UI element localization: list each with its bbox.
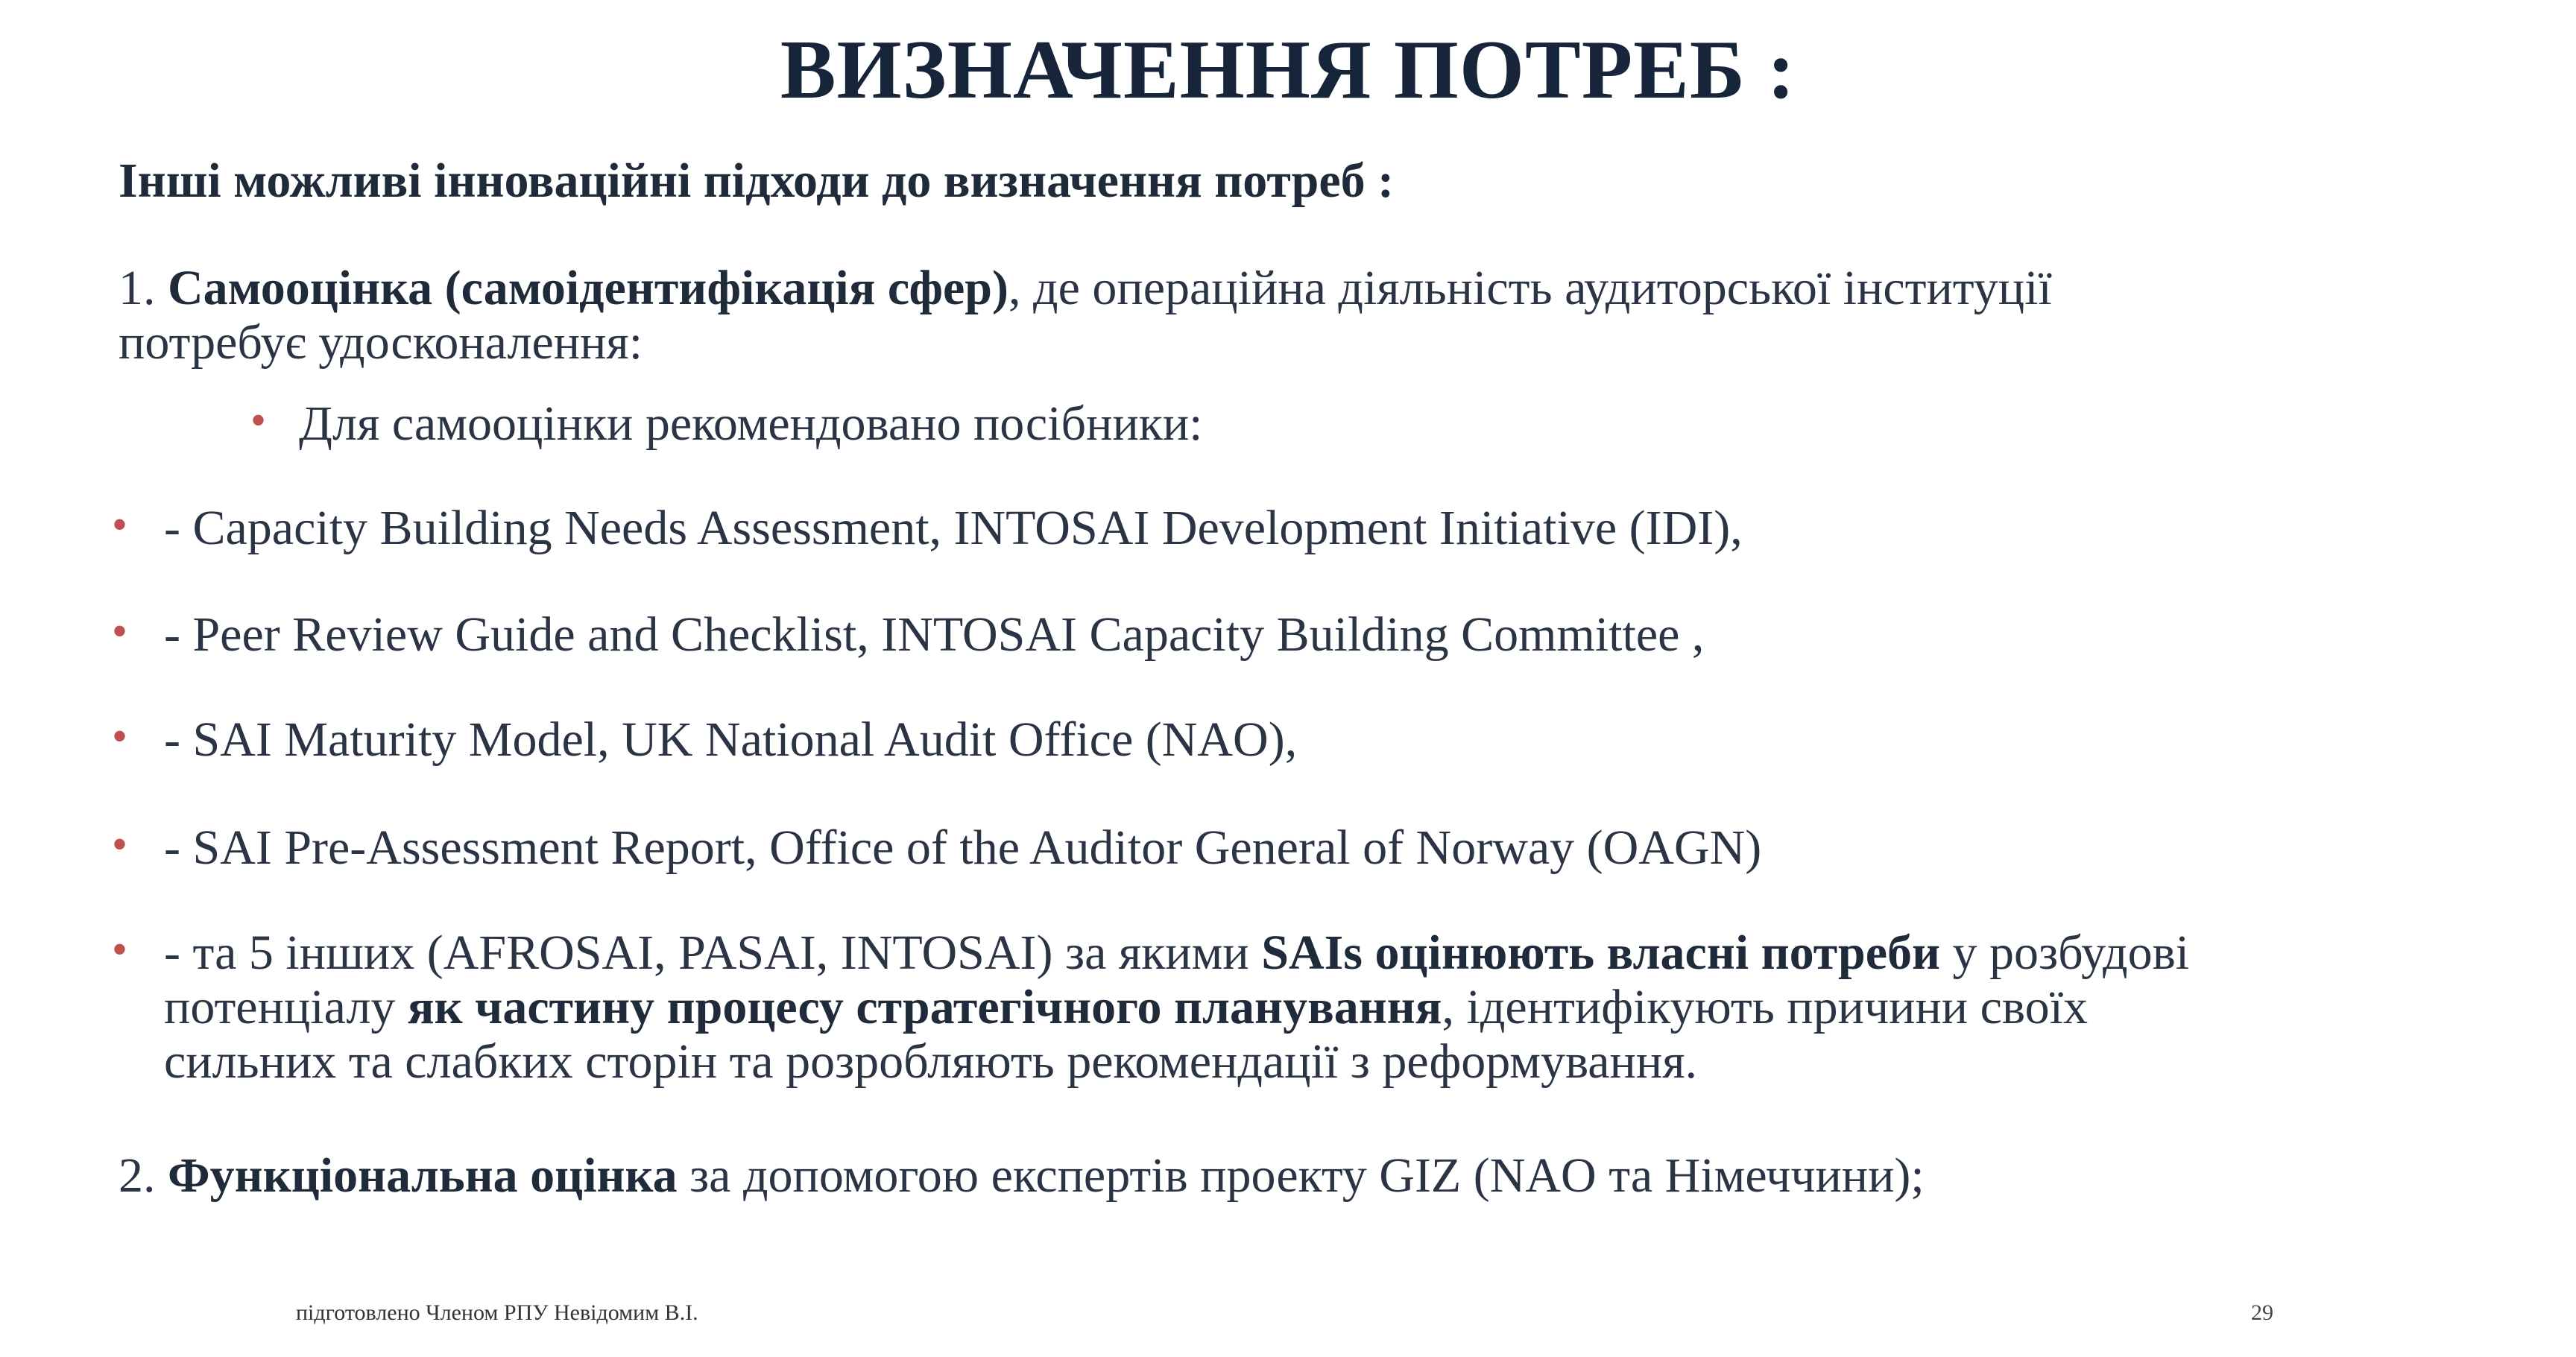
item-2-rest: за допомогою експертів проекту GIZ (NAO та Німеччини); [677,1148,1925,1203]
page-number: 29 [2251,1300,2273,1325]
bullet-icon: • [112,500,128,549]
others-text: , ідентифікують причини своїх [1442,980,2088,1034]
item-1-rest: , де операційна діяльність аудиторської інституції [1008,261,2052,315]
footer-author: підготовлено Членом РПУ Невідомим В.І. [296,1300,698,1325]
others-bold: SAIs оцінюють власні потреби [1261,926,1941,980]
guide-item: - Peer Review Guide and Checklist, INTOSAI Capacity Building Committee , [164,607,1705,662]
others-text: потенціалу [164,980,408,1034]
bullet-icon: • [250,396,267,445]
bullet-icon: • [112,607,128,656]
item-1 [119,261,2052,370]
others-item [164,926,2189,1089]
item-2-number: 2. [119,1148,168,1203]
others-text: сильних та слабких сторін та розробляють рекомендації з реформування. [164,1034,1698,1089]
bullet-icon: • [112,925,128,974]
bullet-icon: • [112,820,128,869]
item-1-bold: Самооцінка (самоідентифікація сфер) [168,261,1008,315]
item-1-number: 1. [119,261,168,315]
sub-bullet: Для самооцінки рекомендовано посібники: [299,396,1203,451]
others-text: у розбудові [1940,926,2190,980]
subheading: Інші можливі інноваційні підходи до визначення потреб : [119,154,1395,208]
item-1-line2: потребує удосконалення: [119,315,643,370]
guide-item: - SAI Maturity Model, UK National Audit Office (NAO), [164,712,1298,767]
item-2 [119,1148,1925,1203]
guide-item: - Capacity Building Needs Assessment, INTOSAI Development Initiative (IDI), [164,501,1743,555]
others-bold: як частину процесу стратегічного планування [407,980,1442,1034]
others-text: - та 5 інших (AFROSAI, PASAI, INTOSAI) за якими [164,926,1262,980]
item-2-bold: Функціональна оцінка [168,1148,678,1203]
bullet-icon: • [112,712,128,761]
guide-item: - SAI Pre-Assessment Report, Office of the Auditor General of Norway (OAGN) [164,820,1762,875]
slide-title: ВИЗНАЧЕННЯ ПОТРЕБ : [780,24,1796,116]
